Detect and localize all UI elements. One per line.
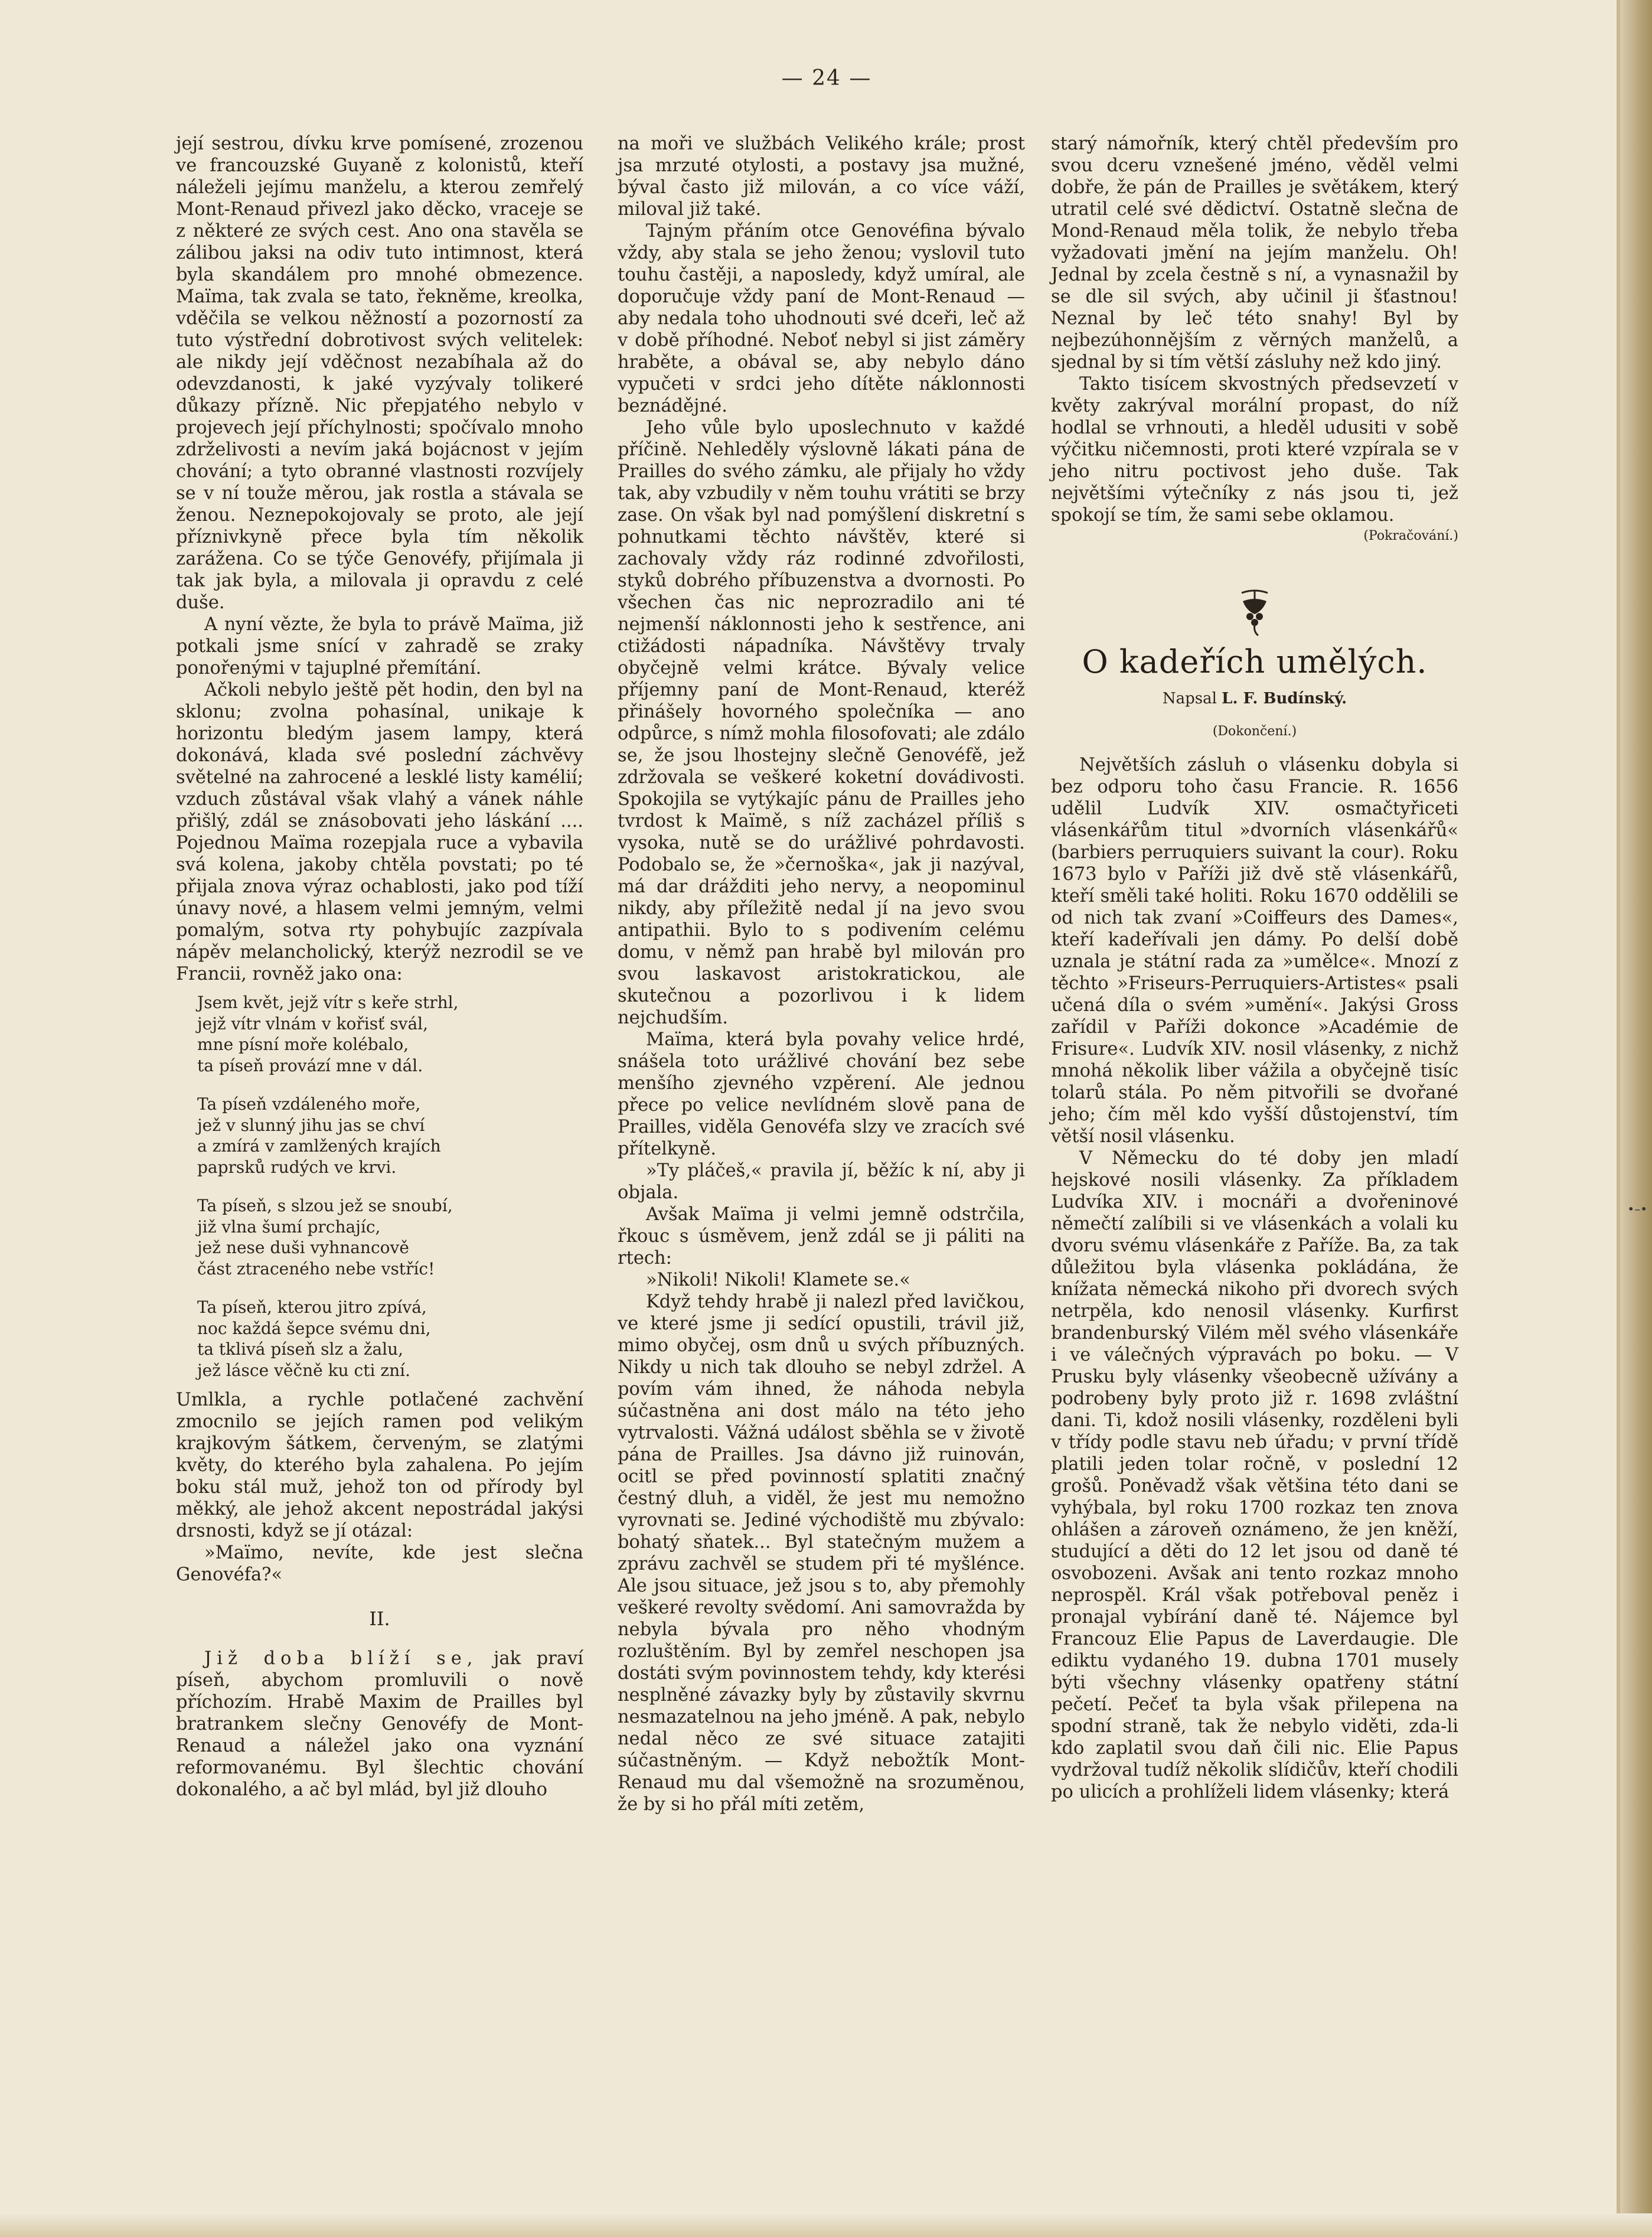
- spaced-emphasis: Již doba blíží se,: [204, 1648, 478, 1669]
- paragraph-text: jak praví píseň, abychom promluvili o nově příchozím. Hrabě Maxim de Prailles byl bratrankem slečny Genovéfy de Mont-Renaud a náležel jako ona vyznání reformovanému. Byl šlechtic chování dokonalého, a ač byl mlád, byl již dlouho: [176, 1648, 583, 1800]
- continuation-note: (Pokračování.): [1363, 529, 1458, 543]
- paragraph: Tajným přáním otce Genovéfina bývalo vždy, aby stala se jeho ženou; vyslovil tuto touhu častěji, a naposledy, když umíral, ale doporučuje vždy paní de Mont-Renaud — aby nedala toho uhodnouti své dceři, leč až v době příhodné. Neboť nebyl si jist záměry hraběte, a obával se, aby nebylo dáno vypučeti v srdci jeho dítěte náklonnosti beznádějné.: [618, 221, 1025, 416]
- page-fold-line: [1617, 0, 1620, 2237]
- poem: [197, 992, 583, 1381]
- page-bottom-edge: [0, 2213, 1652, 2237]
- paragraph: A nyní vězte, že byla to právě Maïma, již potkali jsme snící v zahradě se zraky ponořenými v tajuplné přemítání.: [176, 614, 583, 679]
- paragraph: Ačkoli nebylo ještě pět hodin, den byl na sklonu; zvolna pohasínal, unikaje k horizontu bledým jasem lampy, která dokonává, klada své poslední záchvěvy světelné na zahrocené a lesklé listy kamélií; vzduch zůstával však vlahý a vánek náhle přišlý, zdál se znásobovati jeho láskání .... Pojednou Maïma rozepjala ruce a vybavila svá kolena, jakoby chtěla povstati; po té přijala znova výraz ochablosti, jako pod tíží únavy nové, a hlasem velmi jemným, velmi pomalým, sotva rty pohybujíc zazpívala nápěv melancholický, kterýž nezrodil se ve Francii, rovněž jako ona:: [176, 680, 583, 984]
- poem-stanza: [197, 1094, 583, 1178]
- poem-line: již vlna šumí prchajíc,: [197, 1217, 381, 1237]
- paragraph: »Ty pláčeš,« pravila jí, běžíc k ní, aby ji objala.: [618, 1160, 1025, 1203]
- poem-line: jež nese duši vyhnancově: [197, 1238, 409, 1257]
- column-2: [618, 133, 1025, 1815]
- poem-line: jež lásce věčně ku cti zní.: [197, 1360, 410, 1380]
- paragraph: Maïma, která byla povahy velice hrdé, snášela toto urážlivé chování bez sebe menšího zjevného vzpěrení. Ale jednou přece po velice nevlídném slově pana de Prailles, viděla Genovéfa slzy ve zracích své přítelkyně.: [618, 1029, 1025, 1159]
- page-number: — 24 —: [781, 66, 872, 90]
- poem-line: Ta píseň, kterou jitro zpívá,: [197, 1297, 427, 1317]
- poem-line: Ta píseň, s slzou jež se snoubí,: [197, 1196, 453, 1215]
- poem-line: Ta píseň vzdáleného moře,: [197, 1094, 421, 1114]
- poem-line: a zmírá v zamlžených krajích: [197, 1136, 441, 1156]
- poem-line: noc každá šepce svému dni,: [197, 1318, 431, 1338]
- author-name: L. F. Budínský.: [1222, 690, 1347, 707]
- paragraph: V Německu do té doby jen mladí hejskové nosili vlásenky. Za příkladem Ludvíka XIV. i mocnáři a dvořeninové němečtí zalíbili si ve vlásenkách a volali ku dvoru svému vlásenkáře z Paříže. Ba, za tak důležitou byla vlásenka pokládána, že knížata německá nikoho při dvorech svých netrpěla, kdo nenosil vlásenky. Kurfirst brandenburský Vilém měl svého vlásenkáře i ve válečných výpravách po boku. — V Prusku byly vlásenky všeobecně užívány a podrobeny byly proto již r. 1698 zvláštní dani. Ti, kdož nosili vlásenky, rozděleni byli v třídy podle stavu neb úřadu; v první třídě platili jeden tolar ročně, v poslední 12 grošů. Poněvadž však většina této dani se vyhýbala, byl roku 1700 rozkaz ten znova ohlášen a zároveň oznámeno, že jen kněží, studující a děti do 12 let jsou od daně té osvobozeni. Avšak ani tento rozkaz mnoho neprospěl. Král však potřeboval peněz i pronajal vybírání daně té. Nájemce byl Francouz Elie Papus de Laverdaugie. Dle ediktu vydaného 19. dubna 1701 musely býti všechny vlásenky opatřeny státní pečetí. Pečeť ta byla však přilepena na spodní straně, tak že nebylo viděti, zda-li kdo zaplatil svou daň čili nic. Elie Papus vydržoval tudíž několik slídičův, kteří chodili po ulicích a prohlíželi lidem vlásenky; která: [1051, 1148, 1458, 1802]
- poem-line: ta píseň provází mne v dál.: [197, 1055, 423, 1075]
- column-3: [1051, 133, 1458, 1803]
- byline: [1051, 688, 1458, 710]
- poem-line: mne písní moře kolébalo,: [197, 1035, 409, 1054]
- margin-mark: •–•: [1627, 1202, 1647, 1216]
- paragraph: Takto tisícem skvostných předsevzetí v květy zakrýval morální propast, do níž hodlal se vrhnouti, a hleděl udusiti v sobě výčitku ničemnosti, proti které vzpírala se v jeho nitru poctivost jeho duše. Tak největšími výtečníky z nás jsou ti, jež spokojí se tím, že sami sebe oklamou.: [1051, 374, 1458, 526]
- paragraph: [176, 1648, 583, 1801]
- paragraph: Umlkla, a rychle potlačené zachvění zmocnilo se jejích ramen pod velikým krajkovým šátkem, červeným, se zlatými květy, do kterého byla zahalena. Po jejím boku stál muž, jehož ton od přírody byl měkký, ale jehož akcent nepostrádal jakýsi drsnosti, když se jí otázal:: [176, 1390, 583, 1541]
- poem-line: jež v slunný jihu jas se chví: [197, 1115, 425, 1135]
- paragraph: Největších zásluh o vlásenku dobyla si bez odporu toho času Francie. R. 1656 udělil Ludvík XIV. osmačtyřiceti vlásenkářům titul »dvorních vlásenkářů« (barbiers perruquiers suivant la cour). Roku 1673 bylo v Paříži již dvě stě vlásenkářů, kteří směli také holiti. Roku 1670 oddělili se od nich tak zvaní »Coiffeurs des Dames«, kteří kadeřívali jen dámy. Po delší době uznala je státní rada za »umělce«. Mnozí z těchto »Friseurs-Perruquiers-Artistes« psali učená díla o svém »umění«. Jakýsi Gross zařídil v Paříži dokonce »Académie de Frisure«. Ludvík XIV. nosil vlásenky, z nichž mnohá několik liber vážila a obyčejně tisíc tolarů stála. Po něm pitvořili se dvořané jeho; čím měl kdo vyšší důstojenství, tím větší nosil vlásenku.: [1051, 755, 1458, 1147]
- page-binding-edge: [1620, 0, 1652, 2237]
- poem-stanza: [197, 992, 583, 1076]
- article-title: O kadeřích umělých.: [1082, 643, 1428, 680]
- paragraph: »Nikoli! Nikoli! Klamete se.«: [646, 1270, 910, 1290]
- paragraph: na moři ve službách Velikého krále; prost jsa mrzuté otylosti, a postavy jsa mužné, býval často již milován, a co více váží, miloval již také.: [618, 133, 1025, 220]
- paragraph: Když tehdy hrabě ji nalezl před lavičkou, ve které jsme ji sedící opustili, trávil již, mimo obyčej, osm dnů u svých příbuzných. Nikdy u nich tak dlouho se nebyl zdržel. A povím vám ihned, že náhoda nebyla súčastněna ani dost málo na této jeho vytrvalosti. Vážná událost sběhla se v životě pána de Prailles. Jsa dávno již ruinován, ocitl se před povinností splatiti značný čestný dluh, a viděl, že jest mu nemožno vyrovnati se. Jediné východiště mu zbývalo: bohatý sňatek... Byl statečným mužem a zprávu zachvěl se studem při té myšlénce. Ale jsou situace, jež jsou s to, aby přemohly veškeré revolty svědomí. Ani samovražda by nebyla bývala pro něho vhodným rozluštěním. Byl by zemřel neschopen jsa dostáti svým povinnostem tehdy, kdy kterési nesplněné závazky byly by zůstavily skvrnu nesmazatelnou na jeho jméně. A pak, nebylo nedal něco ze své situace zatajiti súčastněným. — Když nebožtík Mont-Renaud mu dal všemožně na srozuměnou, že by si ho přál míti zetěm,: [618, 1292, 1025, 1815]
- paragraph: její sestrou, dívku krve pomísené, zrozenou ve francouzské Guyaně z kolonistů, kteří náleželi jejímu manželu, a kterou zemřelý Mont-Renaud přivezl jako děcko, vraceje se z některé ze svých cest. Ano ona stavěla se zálibou jaksi na odiv tuto intimnost, která byla skandálem pro mnohé obmezence. Maïma, tak zvala se tato, řekněme, kreolka, vděčila se velkou něžností a pozorností za tuto výstřední dobrotivost svých velitelek: ale nikdy její vděčnost nezabíhala až do odevzdanosti, k jaké vyzývaly tolikeré důkazy přízně. Nic přepjatého nebylo v projevech její příchylnosti; spočívalo mnoho zdrželivosti a nevím jaká bojácnost v jejím chování; a tyto obranné vlastnosti rozvíjely se v ní touže měrou, jak rostla a stávala se ženou. Neznepokojovaly se proto, ale její příznivkyně přece byla tím několik zarážena. Co se týče Genovéfy, přijímala ji tak jak byla, a milovala ji opravdu z celé duše.: [176, 133, 583, 613]
- paragraph: starý námořník, který chtěl především pro svou dceru vznešené jméno, věděl velmi dobře, že pán de Prailles je světákem, který utratil celé své dědictví. Ostatně slečna de Mond-Renaud měla tolik, že nebylo třeba vyžadovati jmění na jejím manželu. Oh! Jednal by zcela čestně s ní, a vynasnažil by se dle sil svých, aby učinil ji šťastnou! Neznal by leč této snahy! Byl by nejbezúhonnějším z věrných manželů, a sjednal by si tím větší zásluhy než kdo jiný.: [1051, 133, 1458, 373]
- poem-line: Jsem květ, jejž vítr s keře strhl,: [197, 993, 459, 1012]
- poem-line: ta tklivá píseň slz a žalu,: [197, 1339, 404, 1359]
- conclusion-note: (Dokončení.): [1212, 724, 1297, 739]
- poem-line: paprsků rudých ve krvi.: [197, 1157, 397, 1177]
- byline-label: Napsal: [1162, 690, 1217, 707]
- paragraph: Jeho vůle bylo uposlechnuto v každé příčině. Nehleděly výslovně lákati pána de Prailles do svého zámku, ale přijaly ho vždy tak, aby vzbudily v něm touhu vrátiti se brzy zase. On však byl nad pomýšlení diskretní s pohnutkami těchto návštěv, které si zachovaly vždy ráz rodinné zdvořilosti, styků dobrého příbuzenstva a dvornosti. Po všechen čas nic neprozradilo ani té nejmenší náklonnosti jeho k sestřence, ani ctižádosti nápadníka. Návštěvy trvaly obyčejně velmi krátce. Bývaly velice příjemny paní de Mont-Renaud, kteréž přinášely hovorného společníka — ano odpůrce, s nímž mohla filosofovati; ale zdálo se, že jsou lhostejny slečně Genovéfě, jež zdržovala se veškeré koketní dovádivosti. Spokojila se vytýkajíc pánu de Prailles jeho tvrdost k Maïmě, s níž zacházel příliš s vysoka, nutě se do urážlivé pohrdavosti. Podobalo se, že »černoška«, jak ji nazýval, má dar drážditi jeho nervy, a neopominul nikdy, aby příležitě nedal jí na jevo svou antipathii. Bylo to s podivením celému domu, v němž pan hrabě byl milován pro svou laskavost aristokratickou, ale skutečnou a pozorlivou i k lidem nejchudším.: [618, 418, 1025, 1028]
- section-number: II.: [369, 1607, 390, 1630]
- poem-line: část ztraceného nebe vstříc!: [197, 1258, 435, 1279]
- poem-stanza: [197, 1297, 583, 1381]
- paragraph: Avšak Maïma ji velmi jemně odstrčila, řkouc s úsměvem, jenž zdál se ji páliti na rtech:: [618, 1204, 1025, 1268]
- column-1: [176, 133, 583, 1801]
- poem-stanza: [197, 1195, 583, 1279]
- paragraph: »Maïmo, nevíte, kde jest slečna Genovéfa?«: [176, 1543, 583, 1585]
- vine-ornament-icon: [1237, 587, 1272, 638]
- poem-line: jejž vítr vlnám v kořisť svál,: [197, 1013, 428, 1033]
